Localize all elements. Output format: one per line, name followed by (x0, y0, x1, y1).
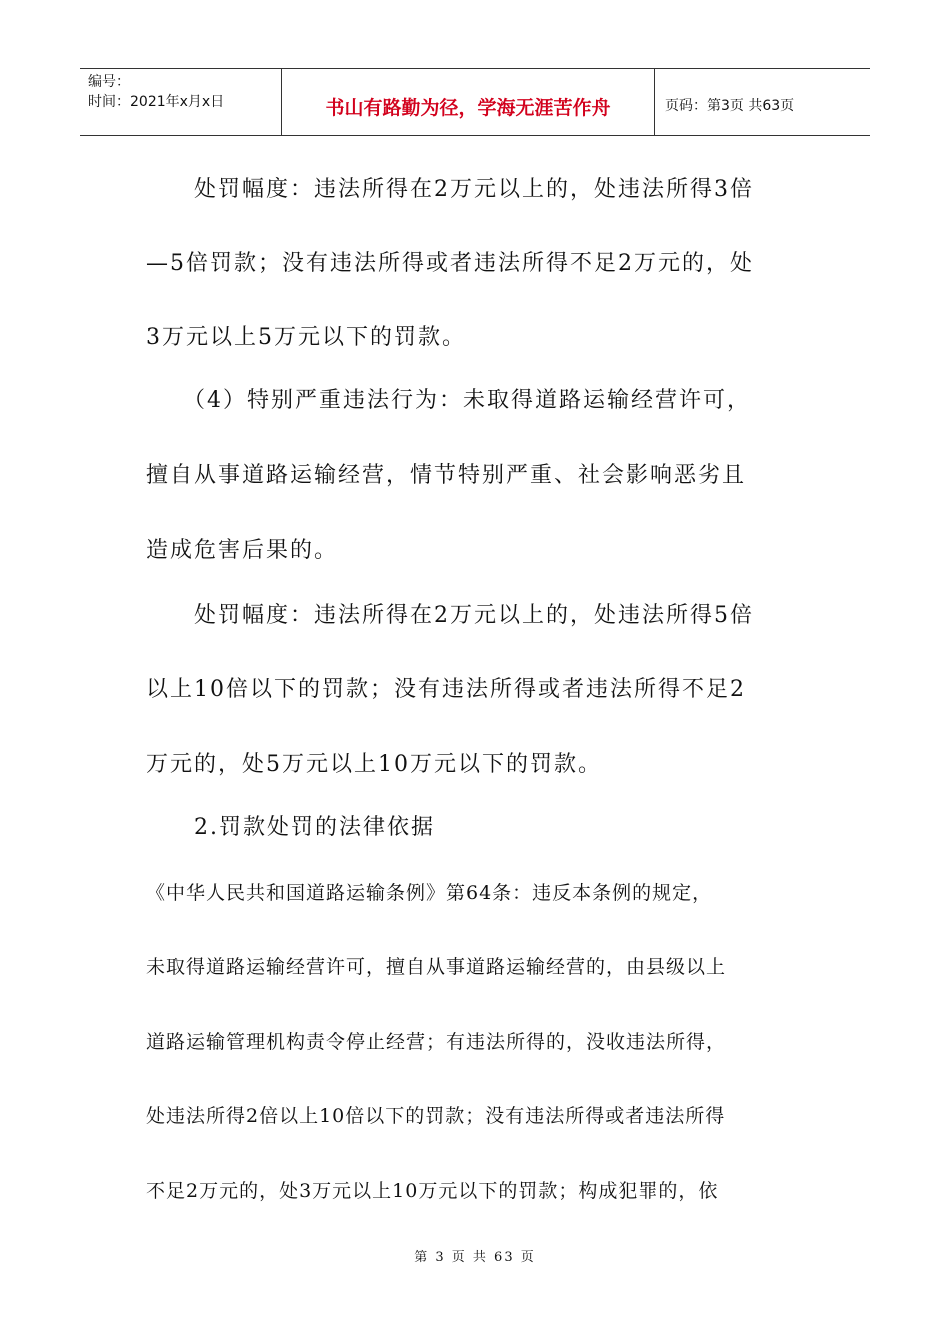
body-line: 万元的，处5万元以上10万元以下的罚款。 (146, 752, 602, 777)
body-line: 不足2万元的，处3万元以上10万元以下的罚款；构成犯罪的，依 (146, 1180, 719, 1202)
header-page-code: 页码：第3页 共63页 (665, 98, 795, 114)
header-middle-cell (282, 69, 655, 135)
header-left-cell (80, 69, 282, 135)
page-footer: 第 3 页 共 63 页 (414, 1250, 536, 1265)
body-line: 2.罚款处罚的法律依据 (146, 815, 435, 840)
body-line: —5倍罚款；没有违法所得或者违法所得不足2万元的，处 (146, 251, 754, 276)
body-line: 造成危害后果的。 (146, 538, 339, 563)
body-line: 《中华人民共和国道路运输条例》第64条：违反本条例的规定， (146, 882, 713, 904)
body-line: 处罚幅度：违法所得在2万元以上的，处违法所得5倍 (146, 603, 754, 628)
body-line: 3万元以上5万元以下的罚款。 (146, 325, 466, 350)
body-line: 道路运输管理机构责令停止经营；有违法所得的，没收违法所得， (146, 1031, 727, 1053)
document-date: 时间：2021年x月x日 (88, 94, 225, 110)
body-line: （4）特别严重违法行为：未取得道路运输经营许可， (146, 388, 751, 413)
body-line: 擅自从事道路运输经营，情节特别严重、社会影响恶劣且 (146, 463, 747, 488)
document-number: 编号： (88, 74, 130, 90)
body-line: 处违法所得2倍以上10倍以下的罚款；没有违法所得或者违法所得 (146, 1105, 726, 1127)
body-line: 以上10倍以下的罚款；没有违法所得或者违法所得不足2 (146, 677, 746, 702)
document-header (80, 68, 870, 136)
header-motto: 书山有路勤为径，学海无涯苦作舟 (325, 97, 611, 119)
body-line: 未取得道路运输经营许可，擅自从事道路运输经营的，由县级以上 (146, 956, 727, 978)
header-right-cell (655, 69, 870, 135)
body-line: 处罚幅度：违法所得在2万元以上的，处违法所得3倍 (146, 177, 754, 202)
